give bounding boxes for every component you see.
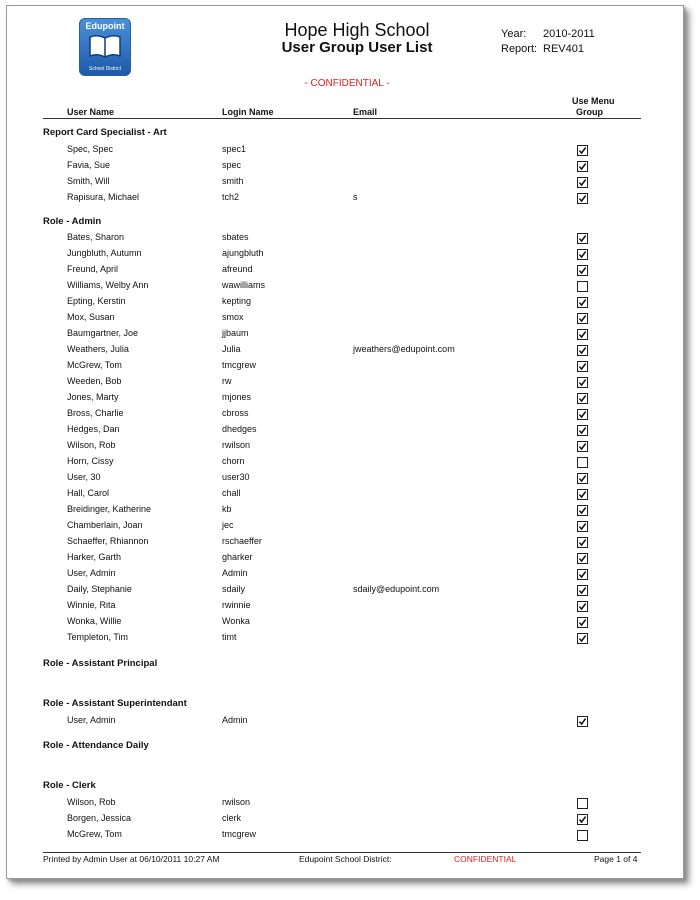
checkmark-icon: [578, 410, 587, 419]
school-name: Hope High School: [284, 20, 430, 40]
report-title: User Group User List: [281, 39, 433, 56]
use-menu-group-checkbox[interactable]: [577, 601, 588, 612]
user-name-cell: Horn, Cissy: [67, 456, 114, 466]
checkmark-icon: [578, 442, 587, 451]
use-menu-group-checkbox[interactable]: [577, 145, 588, 156]
use-menu-group-checkbox[interactable]: [577, 193, 588, 204]
use-menu-group-checkbox[interactable]: [577, 265, 588, 276]
use-menu-group-checkbox[interactable]: [577, 569, 588, 580]
login-name-cell: smox: [222, 312, 244, 322]
checkmark-icon: [578, 570, 587, 579]
login-name-cell: spec: [222, 160, 242, 170]
user-name-cell: Harker, Garth: [67, 552, 122, 562]
login-name-cell: Admin: [222, 568, 248, 578]
column-header-user-name: User Name: [67, 107, 115, 117]
group-title: Role - Attendance Daily: [43, 740, 149, 751]
header-divider: [43, 118, 641, 119]
user-name-cell: Schaeffer, Rhiannon: [67, 536, 149, 546]
checkmark-icon: [578, 162, 587, 171]
use-menu-group-checkbox[interactable]: [577, 329, 588, 340]
login-name-cell: spec1: [222, 144, 247, 154]
login-name-cell: chorn: [222, 456, 245, 466]
user-name-cell: Breidinger, Katherine: [67, 504, 152, 514]
use-menu-group-checkbox[interactable]: [577, 585, 588, 596]
login-name-cell: jec: [222, 520, 234, 530]
user-name-cell: Epting, Kerstin: [67, 296, 126, 306]
email-cell: sdaily@edupoint.com: [353, 584, 440, 594]
column-header-use-menu: Use Menu: [572, 96, 615, 106]
checkmark-icon: [578, 474, 587, 483]
checkmark-icon: [578, 618, 587, 627]
use-menu-group-checkbox[interactable]: [577, 441, 588, 452]
page-number: Page 1 of 4: [594, 854, 638, 864]
user-name-cell: Bross, Charlie: [67, 408, 124, 418]
user-name-cell: Mox, Susan: [67, 312, 115, 322]
user-name-cell: Favia, Sue: [67, 160, 111, 170]
use-menu-group-checkbox[interactable]: [577, 716, 588, 727]
login-name-cell: ajungbluth: [222, 248, 264, 258]
login-name-cell: afreund: [222, 264, 253, 274]
group-title: Role - Clerk: [43, 780, 96, 791]
login-name-cell: tmcgrew: [222, 360, 257, 370]
checkmark-icon: [578, 146, 587, 155]
login-name-cell: kepting: [222, 296, 252, 306]
use-menu-group-checkbox[interactable]: [577, 553, 588, 564]
use-menu-group-checkbox[interactable]: [577, 617, 588, 628]
checkmark-icon: [578, 490, 587, 499]
checkmark-icon: [578, 234, 587, 243]
report-label: Report:: [501, 43, 538, 55]
checkmark-icon: [578, 554, 587, 563]
checkmark-icon: [578, 426, 587, 435]
email-cell: s: [353, 192, 358, 202]
user-name-cell: Wilson, Rob: [67, 797, 116, 807]
use-menu-group-checkbox[interactable]: [577, 521, 588, 532]
use-menu-group-checkbox[interactable]: [577, 457, 588, 468]
checkmark-icon: [578, 266, 587, 275]
user-name-cell: Hall, Carol: [67, 488, 110, 498]
checkmark-icon: [578, 538, 587, 547]
use-menu-group-checkbox[interactable]: [577, 814, 588, 825]
use-menu-group-checkbox[interactable]: [577, 161, 588, 172]
footer-district: Edupoint School District:: [299, 854, 392, 864]
use-menu-group-checkbox[interactable]: [577, 345, 588, 356]
footer-confidential: CONFIDENTIAL: [454, 854, 517, 864]
use-menu-group-checkbox[interactable]: [577, 313, 588, 324]
login-name-cell: rschaeffer: [222, 536, 262, 546]
checkmark-icon: [578, 194, 587, 203]
user-name-cell: Spec, Spec: [67, 144, 114, 154]
checkmark-icon: [578, 250, 587, 259]
login-name-cell: tmcgrew: [222, 829, 257, 839]
user-name-cell: Borgen, Jessica: [67, 813, 132, 823]
login-name-cell: kb: [222, 504, 232, 514]
login-name-cell: rwinnie: [222, 600, 251, 610]
login-name-cell: wawilliams: [222, 280, 266, 290]
use-menu-group-checkbox[interactable]: [577, 409, 588, 420]
login-name-cell: rwilson: [222, 797, 251, 807]
use-menu-group-checkbox[interactable]: [577, 537, 588, 548]
checkmark-icon: [578, 815, 587, 824]
user-name-cell: Wonka, Willie: [67, 616, 122, 626]
checkmark-icon: [578, 506, 587, 515]
user-name-cell: Rapisura, Michael: [67, 192, 140, 202]
login-name-cell: sbates: [222, 232, 249, 242]
user-name-cell: User, Admin: [67, 715, 116, 725]
checkmark-icon: [578, 314, 587, 323]
checkmark-icon: [578, 378, 587, 387]
user-name-cell: Smith, Will: [67, 176, 110, 186]
use-menu-group-checkbox[interactable]: [577, 633, 588, 644]
login-name-cell: cbross: [222, 408, 249, 418]
use-menu-group-checkbox[interactable]: [577, 233, 588, 244]
user-name-cell: Daily, Stephanie: [67, 584, 132, 594]
user-name-cell: User, Admin: [67, 568, 116, 578]
login-name-cell: Julia: [222, 344, 241, 354]
checkmark-icon: [578, 586, 587, 595]
login-name-cell: mjones: [222, 392, 252, 402]
user-name-cell: Weeden, Bob: [67, 376, 122, 386]
checkmark-icon: [578, 717, 587, 726]
footer-divider: [43, 852, 641, 853]
user-name-cell: Hedges, Dan: [67, 424, 120, 434]
use-menu-group-checkbox[interactable]: [577, 249, 588, 260]
use-menu-group-checkbox[interactable]: [577, 361, 588, 372]
email-cell: jweathers@edupoint.com: [353, 344, 455, 354]
user-name-cell: User, 30: [67, 472, 101, 482]
edupoint-logo: [79, 18, 131, 76]
login-name-cell: sdaily: [222, 584, 246, 594]
checkmark-icon: [578, 394, 587, 403]
group-title: Role - Admin: [43, 216, 102, 227]
checkmark-icon: [578, 330, 587, 339]
report-page: [6, 5, 684, 879]
login-name-cell: gharker: [222, 552, 253, 562]
printed-by: Printed by Admin User at 06/10/2011 10:27 AM: [43, 854, 220, 864]
checkmark-icon: [578, 362, 587, 371]
report-value: REV401: [543, 43, 584, 55]
user-name-cell: Chamberlain, Joan: [67, 520, 143, 530]
user-name-cell: Jones, Marty: [67, 392, 119, 402]
confidential-banner: - CONFIDENTIAL -: [304, 78, 390, 89]
use-menu-group-checkbox[interactable]: [577, 489, 588, 500]
user-name-cell: Winnie, Rita: [67, 600, 116, 610]
login-name-cell: dhedges: [222, 424, 257, 434]
checkmark-icon: [578, 522, 587, 531]
group-title: Report Card Specialist - Art: [43, 127, 167, 138]
book-icon: [88, 33, 122, 59]
use-menu-group-checkbox[interactable]: [577, 505, 588, 516]
user-name-cell: Baumgartner, Joe: [67, 328, 139, 338]
user-name-cell: Freund, April: [67, 264, 119, 274]
user-name-cell: McGrew, Tom: [67, 360, 122, 370]
group-title: Role - Assistant Principal: [43, 658, 158, 669]
use-menu-group-checkbox[interactable]: [577, 281, 588, 292]
checkmark-icon: [578, 346, 587, 355]
use-menu-group-checkbox[interactable]: [577, 393, 588, 404]
column-header-email: Email: [353, 107, 378, 117]
login-name-cell: timt: [222, 632, 237, 642]
login-name-cell: tch2: [222, 192, 240, 202]
login-name-cell: clerk: [222, 813, 242, 823]
checkmark-icon: [578, 298, 587, 307]
use-menu-group-checkbox[interactable]: [577, 297, 588, 308]
user-name-cell: Templeton, Tim: [67, 632, 129, 642]
user-name-cell: Jungbluth, Autumn: [67, 248, 142, 258]
logo-brand-text: Edupoint: [85, 21, 125, 31]
login-name-cell: user30: [222, 472, 250, 482]
checkmark-icon: [578, 634, 587, 643]
use-menu-group-checkbox[interactable]: [577, 798, 588, 809]
column-header-login-name: Login Name: [222, 107, 274, 117]
login-name-cell: rw: [222, 376, 232, 386]
user-name-cell: Williams, Welby Ann: [67, 280, 149, 290]
use-menu-group-checkbox[interactable]: [577, 425, 588, 436]
user-name-cell: McGrew, Tom: [67, 829, 122, 839]
login-name-cell: Wonka: [222, 616, 250, 626]
column-header-group: Group: [576, 107, 603, 117]
use-menu-group-checkbox[interactable]: [577, 177, 588, 188]
group-title: Role - Assistant Superintendant: [43, 698, 187, 709]
login-name-cell: smith: [222, 176, 244, 186]
login-name-cell: rwilson: [222, 440, 251, 450]
login-name-cell: jjbaum: [222, 328, 249, 338]
user-name-cell: Wilson, Rob: [67, 440, 116, 450]
logo-district-text: School District: [89, 66, 121, 72]
use-menu-group-checkbox[interactable]: [577, 473, 588, 484]
use-menu-group-checkbox[interactable]: [577, 830, 588, 841]
year-label: Year:: [501, 28, 527, 40]
use-menu-group-checkbox[interactable]: [577, 377, 588, 388]
user-name-cell: Weathers, Julia: [67, 344, 129, 354]
checkmark-icon: [578, 602, 587, 611]
user-name-cell: Bates, Sharon: [67, 232, 125, 242]
login-name-cell: chall: [222, 488, 241, 498]
year-value: 2010-2011: [543, 28, 595, 40]
checkmark-icon: [578, 178, 587, 187]
login-name-cell: Admin: [222, 715, 248, 725]
